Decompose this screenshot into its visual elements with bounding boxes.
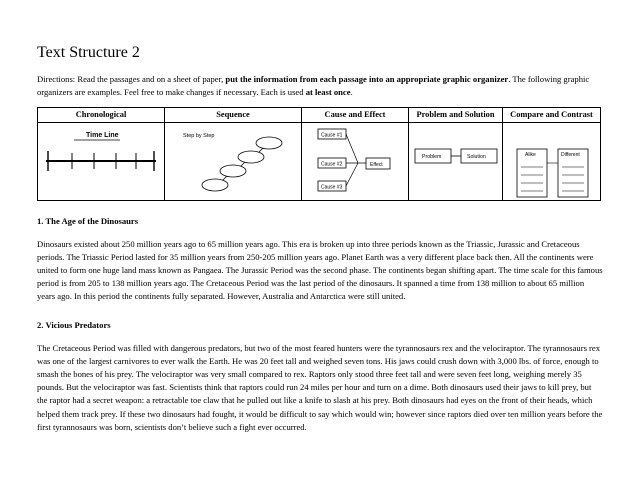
timeline-diagram [38, 122, 165, 200]
cause-2-label: Cause #2 [321, 161, 343, 168]
solution-label: Solution [467, 154, 486, 160]
directions [37, 73, 607, 99]
directions-text-2: . The following graphic organizers are examples. Feel free to make changes if necessary. Each is used [37, 74, 590, 97]
organizer-header-sequence: Sequence [165, 108, 302, 122]
cause-3-label: Cause #3 [321, 184, 343, 191]
different-label: Different [561, 152, 580, 158]
alike-label: Alike [525, 152, 536, 158]
directions-text-1: Read the passages and on a sheet of paper, [75, 74, 226, 84]
organizer-header-problem-solution: Problem and Solution [409, 108, 503, 122]
passage-1-heading: 1. The Age of the Dinosaurs [37, 216, 139, 226]
problem-label: Problem [422, 154, 442, 160]
sequence-label: Step by Step [183, 133, 215, 139]
passage-2-text: The Cretaceous Period was filled with dangerous predators, but two of the most feared hunters were the tyrannosaurs rex and the velociraptor. The tyrannosaurs rex was one of the largest carnivores to ever walk the Earth. He was 20 feet tall and weighed seven tons. His jaws could crush down with 3,000 lbs. of force, enough to smash the bones of his prey. The velociraptor was very small compared to rex. Raptors only stood three feet tall and were seven feet long, weighing merely 35 pounds. But the velociraptor was fast. Scientists think that raptors could run 24 miles per hour and turn on a dime. Both dinosaurs used their jaws to kill prey, but the raptor had a secret weapon: a retractable toe claw that he pulled out like a knife to slash at his prey. Both dinosaurs had eyes on the front of their heads, which helped them track prey. If these two dinosaurs had fought, it would be difficult to say which would win; however since raptors died over ten million years before the first tyrannosaurs was born, scientists don’t believe such a fight ever occurred. [37, 343, 603, 432]
passage-2 [37, 319, 603, 434]
compare-contrast-diagram [503, 122, 600, 200]
page-title: Text Structure 2 [37, 44, 140, 61]
sequence-diagram [165, 122, 302, 200]
problem-solution-diagram [409, 122, 503, 200]
passage-2-heading: 2. Vicious Predators [37, 320, 111, 330]
organizer-header-chronological: Chronological [38, 108, 165, 122]
cause-1-label: Cause #1 [321, 132, 343, 139]
cause-effect-diagram [302, 122, 409, 200]
effect-label: Effect [370, 162, 383, 168]
organizer-header-compare-contrast: Compare and Contrast [510, 110, 593, 119]
directions-bold-1: put the information from each passage into an appropriate graphic organizer [225, 74, 509, 84]
directions-bold-2: at least once [305, 87, 351, 97]
directions-label: Directions: [37, 74, 76, 84]
passage-1-text: Dinosaurs existed about 250 million years ago to 65 million years ago. This era is broken up into three periods known as the Triassic, Jurassic and Cretaceous periods. The Triassic Period lasted for 35 million years from 250-205 million years ago. Planet Earth was a very different place back then. All the continents were united to form one huge land mass known as Pangaea. The Jurassic Period was the second phase. The continents began shifting apart. The time scale for this famous period is from 205 to 138 million years ago. The Cretaceous Period was the last period of the dinosaurs. It spanned a time from 138 million to about 65 million years ago. In this period the continents fully separated. However, Australia and Antarctica were still united. [37, 239, 603, 302]
directions-text-3: . [350, 87, 353, 97]
graphic-organizer-table [37, 107, 601, 201]
timeline-label: Time Line [86, 132, 119, 139]
passage-1 [37, 215, 603, 304]
organizer-header-cause-effect: Cause and Effect [302, 108, 409, 122]
